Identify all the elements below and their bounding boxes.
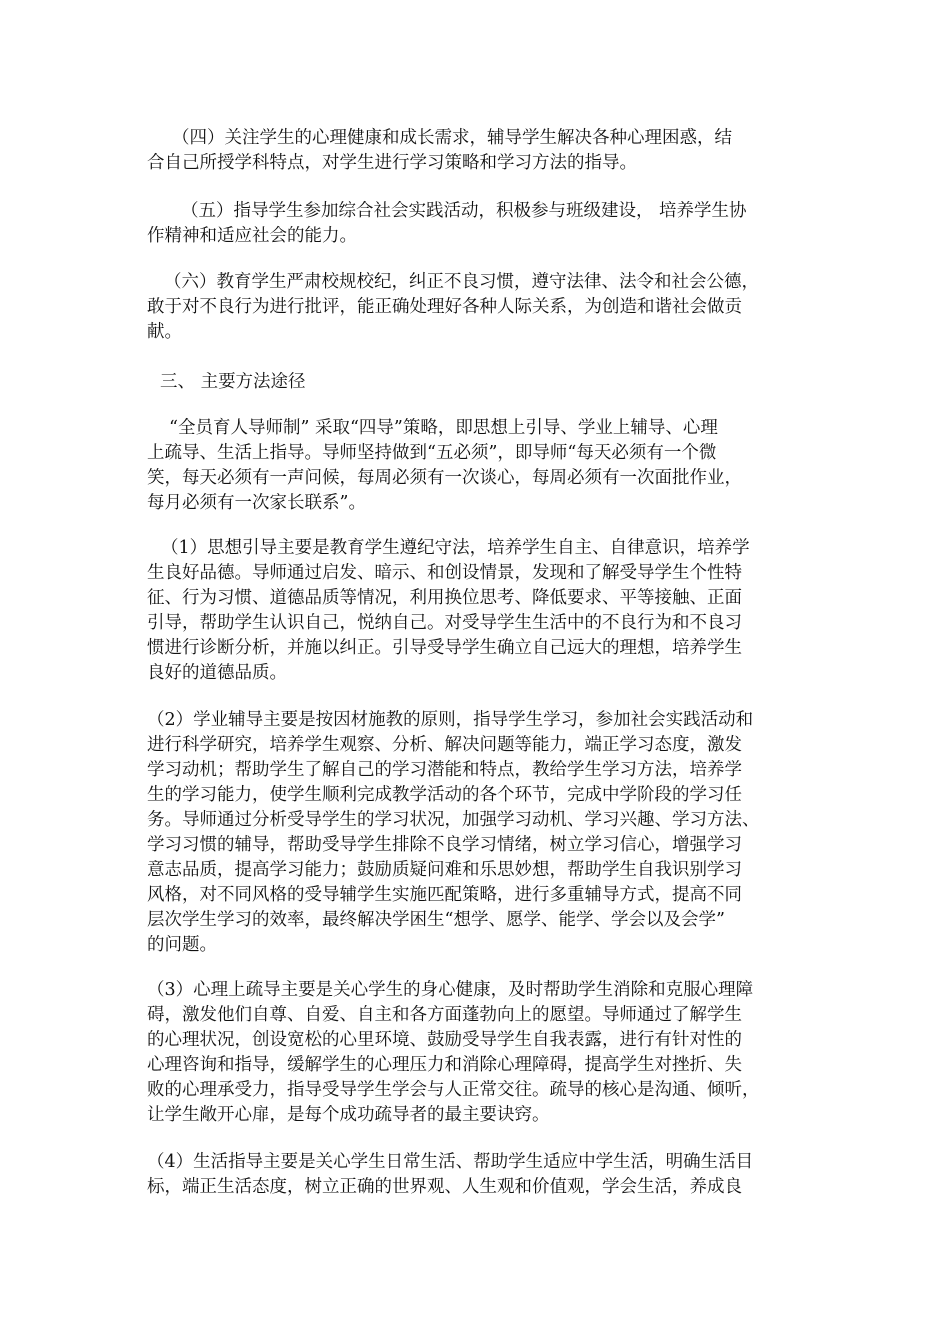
paragraph-item-3 xyxy=(147,978,823,1128)
paragraph-item-4 xyxy=(147,1150,823,1200)
text-line: 心理咨询和指导，缓解学生的心理压力和消除心理障碍，提高学生对挫折、失 xyxy=(147,1055,742,1075)
text-line: 征、行为习惯、道德品质等情况，利用换位思考、降低要求、平等接触、正面 xyxy=(147,588,742,608)
text-line: 上疏导、生活上指导。导师坚持做到“五必须”，即导师“每天必须有一个微 xyxy=(147,443,717,463)
text-line: 合自己所授学科特点，对学生进行学习策略和学习方法的指导。 xyxy=(147,153,637,173)
text-line: （四）关注学生的心理健康和成长需求，辅导学生解决各种心理困惑，结 xyxy=(172,128,732,148)
text-line: 生的学习能力，使学生顺利完成教学活动的各个环节，完成中学阶段的学习任 xyxy=(147,785,742,805)
text-line: 良好的道德品质。 xyxy=(147,663,287,683)
text-line: 敢于对不良行为进行批评，能正确处理好各种人际关系，为创造和谐社会做贡 xyxy=(147,297,742,317)
text-line: 生良好品德。导师通过启发、暗示、和创设情景，发现和了解受导学生个性特 xyxy=(147,563,742,583)
text-line: （五）指导学生参加综合社会实践活动，积极参与班级建设， 培养学生协 xyxy=(181,201,747,221)
text-line: 引导，帮助学生认识自己，悦纳自己。对受导学生生活中的不良行为和不良习 xyxy=(147,613,742,633)
text-line: 让学生敞开心扉，是每个成功疏导者的最主要诀窍。 xyxy=(147,1105,550,1125)
paragraph-five xyxy=(147,199,811,249)
section-heading xyxy=(160,370,836,395)
text-line: （4）生活指导主要是关心学生日常生活、帮助学生适应中学生活，明确生活目 xyxy=(147,1152,754,1172)
text-line: 败的心理承受力，指导受导学生学会与人正常交往。疏导的核心是沟通、倾听， xyxy=(147,1080,760,1100)
text-line: “全员育人导师制” 采取“四导”策略，即思想上引导、学业上辅导、心理 xyxy=(169,418,718,438)
text-line: （3）心理上疏导主要是关心学生的身心健康，及时帮助学生消除和克服心理障 xyxy=(147,980,754,1000)
text-line: 作精神和适应社会的能力。 xyxy=(147,226,357,246)
text-line: 碍，激发他们自尊、自爱、自主和各方面蓬勃向上的愿望。导师通过了解学生 xyxy=(147,1005,742,1025)
text-line: 学习习惯的辅导，帮助受导学生排除不良学习情绪，树立学习信心，增强学习 xyxy=(147,835,742,855)
text-line: 进行科学研究，培养学生观察、分析、解决问题等能力，端正学习态度，激发 xyxy=(147,735,742,755)
paragraph-six xyxy=(147,270,840,345)
text-line: 献。 xyxy=(147,322,182,342)
text-line: 意志品质，提高学习能力；鼓励质疑问难和乐思妙想，帮助学生自我识别学习 xyxy=(147,860,742,880)
text-line: 三、 主要方法途径 xyxy=(160,372,306,392)
paragraph-item-1 xyxy=(147,536,823,686)
text-line: （2）学业辅导主要是按因材施教的原则，指导学生学习，参加社会实践活动和 xyxy=(147,710,754,730)
text-line: 惯进行诊断分析，并施以纠正。引导受导学生确立自己远大的理想，培养学生 xyxy=(147,638,742,658)
text-line: 学习动机；帮助学生了解自己的学习潜能和特点，教给学生学习方法，培养学 xyxy=(147,760,742,780)
text-line: 务。导师通过分析受导学生的学习状况，加强学习动机、学习兴趣、学习方法、 xyxy=(147,810,760,830)
text-line: 的问题。 xyxy=(147,935,217,955)
paragraph-mentor-system xyxy=(147,416,823,516)
text-line: （1）思想引导主要是教育学生遵纪守法，培养学生自主、自律意识，培养学 xyxy=(161,538,750,558)
text-line: 的心理状况，创设宽松的心里环境、鼓励受导学生自我表露，进行有针对性的 xyxy=(147,1030,742,1050)
text-line: 层次学生学习的效率，最终解决学困生“想学、愿学、能学、学会以及会学” xyxy=(147,910,725,930)
text-line: 标，端正生活态度，树立正确的世界观、人生观和价值观，学会生活，养成良 xyxy=(147,1177,742,1197)
text-line: （六）教育学生严肃校规校纪，纠正不良习惯，遵守法律、法令和社会公德， xyxy=(164,272,759,292)
text-line: 风格，对不同风格的受导辅学生实施匹配策略，进行多重辅导方式，提高不同 xyxy=(147,885,742,905)
paragraph-four xyxy=(147,126,812,176)
text-line: 每月必须有一次家长联系”。 xyxy=(147,493,366,513)
paragraph-item-2 xyxy=(147,708,823,958)
text-line: 笑，每天必须有一声问候，每周必须有一次谈心，每周必须有一次面批作业， xyxy=(147,468,742,488)
